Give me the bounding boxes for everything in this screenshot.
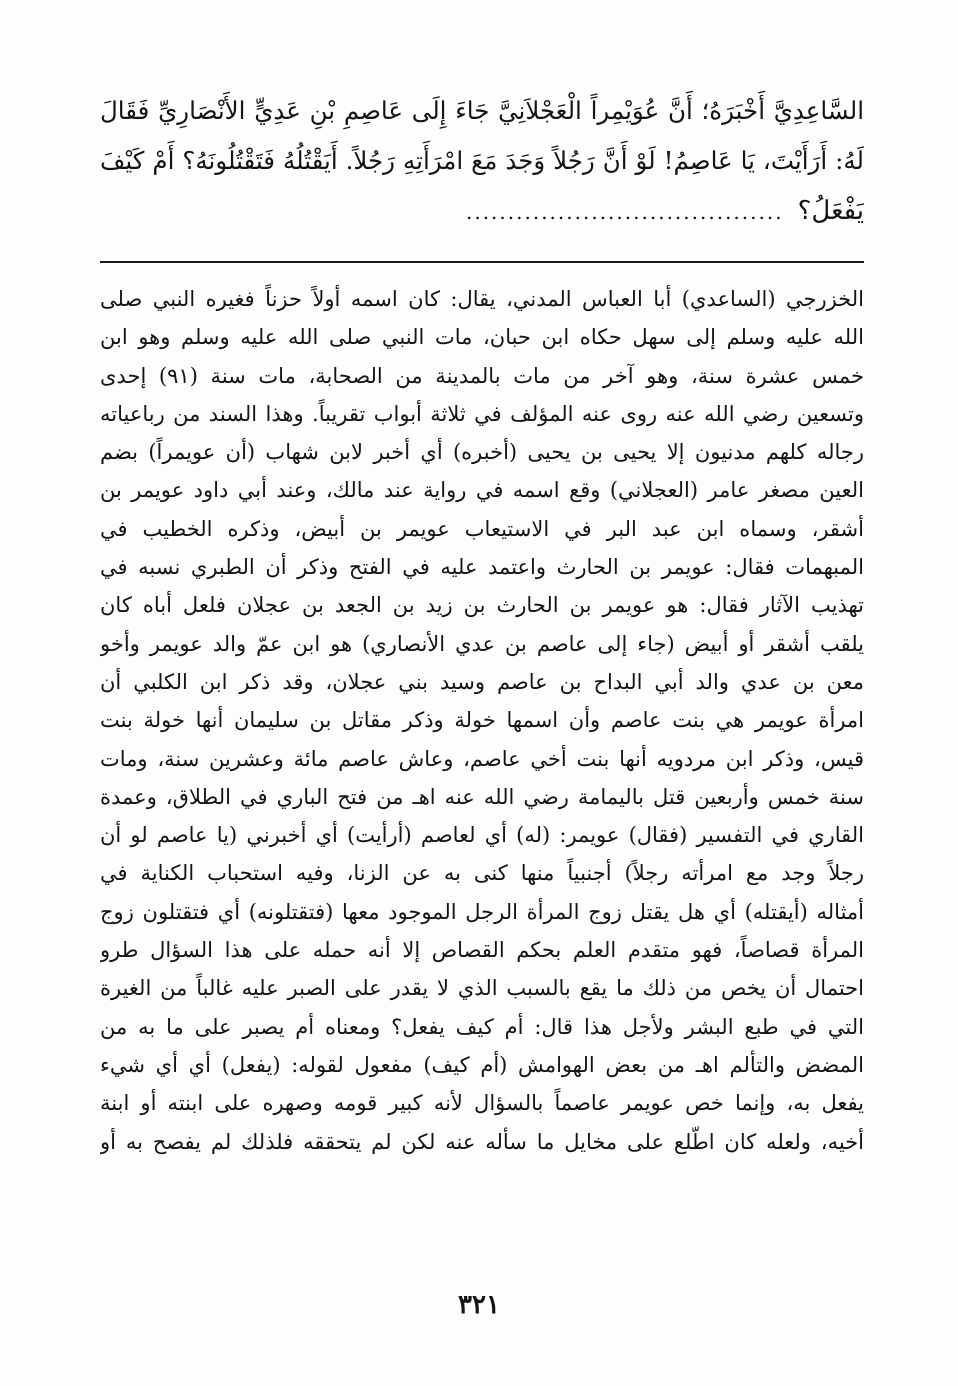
page-number: ٣٢١ <box>458 1290 500 1320</box>
commentary-line: المبهمات فقال: عويمر بن الحارث واعتمد عليه في الفتح وذكر أن الطبري نسبه في <box>100 555 864 580</box>
continuation-dots: ...................................... <box>465 200 784 224</box>
hadith-line: السَّاعِدِيَّ أَخْبَرَهُ؛ أَنَّ عُوَيْمِراً الْعَجْلاَنِيَّ جَاءَ إِلَى عَاصِمِ بْنِ عَدِيٍّ الأَنْصَارِيِّ فَقَالَ <box>100 96 864 125</box>
hadith-text <box>100 86 864 236</box>
commentary-line: قيس، وذكر ابن مردويه أنها بنت أخي عاصم، وعاش عاصم مائة وعشرين سنة، ومات <box>100 746 864 771</box>
commentary-line: رجاله كلهم مدنيون إلا يحيى بن يحيى (أخبره) أي أخبر لابن شهاب (أن عويمراً) بضم <box>100 440 864 465</box>
hadith-line: لَهُ: أَرَأَيْتَ، يَا عَاصِمُ! لَوْ أَنَّ رَجُلاً وَجَدَ مَعَ امْرَأَتِهِ رَجُلاً. أَيَقْتُلُهُ فَتَقْتُلُونَهُ؟ أَمْ كَيْفَ <box>100 146 864 175</box>
commentary-line: احتمال أن يخص من ذلك ما يقع بالسبب الذي لا يقدر على الصبر عليه غالباً من الغيرة <box>100 976 864 1001</box>
commentary-line: معن بن عدي والد أبي البداح بن عاصم وسيد بني عجلان، وقد ذكر ابن الكلبي أن <box>100 669 864 694</box>
commentary-line: يلقب أشقر أو أبيض (جاء إلى عاصم بن عدي الأنصاري) هو ابن عمّ والد عويمر وأخو <box>100 631 864 656</box>
commentary-line: الخزرجي (الساعدي) أبا العباس المدني، يقال: كان اسمه أولاً حزناً فغيره النبي صلى <box>100 287 864 311</box>
commentary-line: أخيه، ولعله كان اطّلع على مخايل ما سأله عنه لكن لم يتحققه فلذلك لم يفصح به أو <box>100 1129 864 1154</box>
commentary-line: التي في طبع البشر ولأجل هذا قال: أم كيف يفعل؟ ومعناه أم يصبر على ما به من <box>100 1014 864 1039</box>
commentary-line: يفعل به، وإنما خص عويمر عاصماً بالسؤال لأنه كبير قومه وصهره على ابنته أو ابنة <box>100 1091 864 1116</box>
commentary-line: الله عليه وسلم إلى سهل حكاه ابن حبان، مات النبي صلى الله عليه وسلم وهو ابن <box>100 325 864 350</box>
commentary-line: أمثاله (أيقتله) أي هل يقتل زوج المرأة الرجل الموجود معها (فتقتلونه) أي فتقتلون زوج <box>100 899 864 924</box>
commentary-line: المضض والتألم اهـ من بعض الهوامش (أم كيف) مفعول لقوله: (يفعل) أي أي شيء <box>100 1052 864 1077</box>
commentary-text <box>100 280 864 1161</box>
commentary-line: العين مصغر عامر (العجلاني) وقع اسمه في رواية عند مالك، وعند أبي داود عويمر بن <box>100 478 864 503</box>
commentary-line: المرأة قصاصاً، فهو متقدم العلم بحكم القصاص إلا أنه حمله على هذا السؤال طرو <box>100 938 864 963</box>
commentary-line: رجلاً وجد مع امرأته رجلاً) أجنبياً منها كنى به عن الزنا، وفيه استحباب الكناية في <box>100 861 864 886</box>
commentary-line: أشقر، وسماه ابن عبد البر في الاستيعاب عويمر بن أبيض، وذكره الخطيب في <box>100 516 864 541</box>
hadith-line <box>100 186 864 236</box>
commentary-line: تهذيب الآثار فقال: هو عويمر بن الحارث بن زيد بن الجعد بن عجلان فلعل أباه كان <box>100 593 864 618</box>
hadith-line-text: يَفْعَلُ؟ <box>797 196 864 226</box>
footnote-separator <box>100 261 864 263</box>
commentary-line: سنة خمس وأربعين قتل باليمامة رضي الله عنه اهـ من فتح الباري في الطلاق، وعمدة <box>100 784 864 809</box>
commentary-line: امرأة عويمر هي بنت عاصم وأن اسمها خولة وذكر مقاتل بن سليمان أنها خولة بنت <box>100 708 864 733</box>
commentary-line: خمس عشرة سنة، وهو آخر من مات بالمدينة من الصحابة، مات سنة (٩١) إحدى <box>100 363 864 388</box>
commentary-line: وتسعين رضي الله عنه روى عنه المؤلف في ثلاثة أبواب تقريباً. وهذا السند من رباعياته <box>100 401 864 426</box>
commentary-line: القاري في التفسير (فقال) عويمر: (له) أي لعاصم (أرأيت) أي أخبرني (يا عاصم لو أن <box>100 823 864 848</box>
